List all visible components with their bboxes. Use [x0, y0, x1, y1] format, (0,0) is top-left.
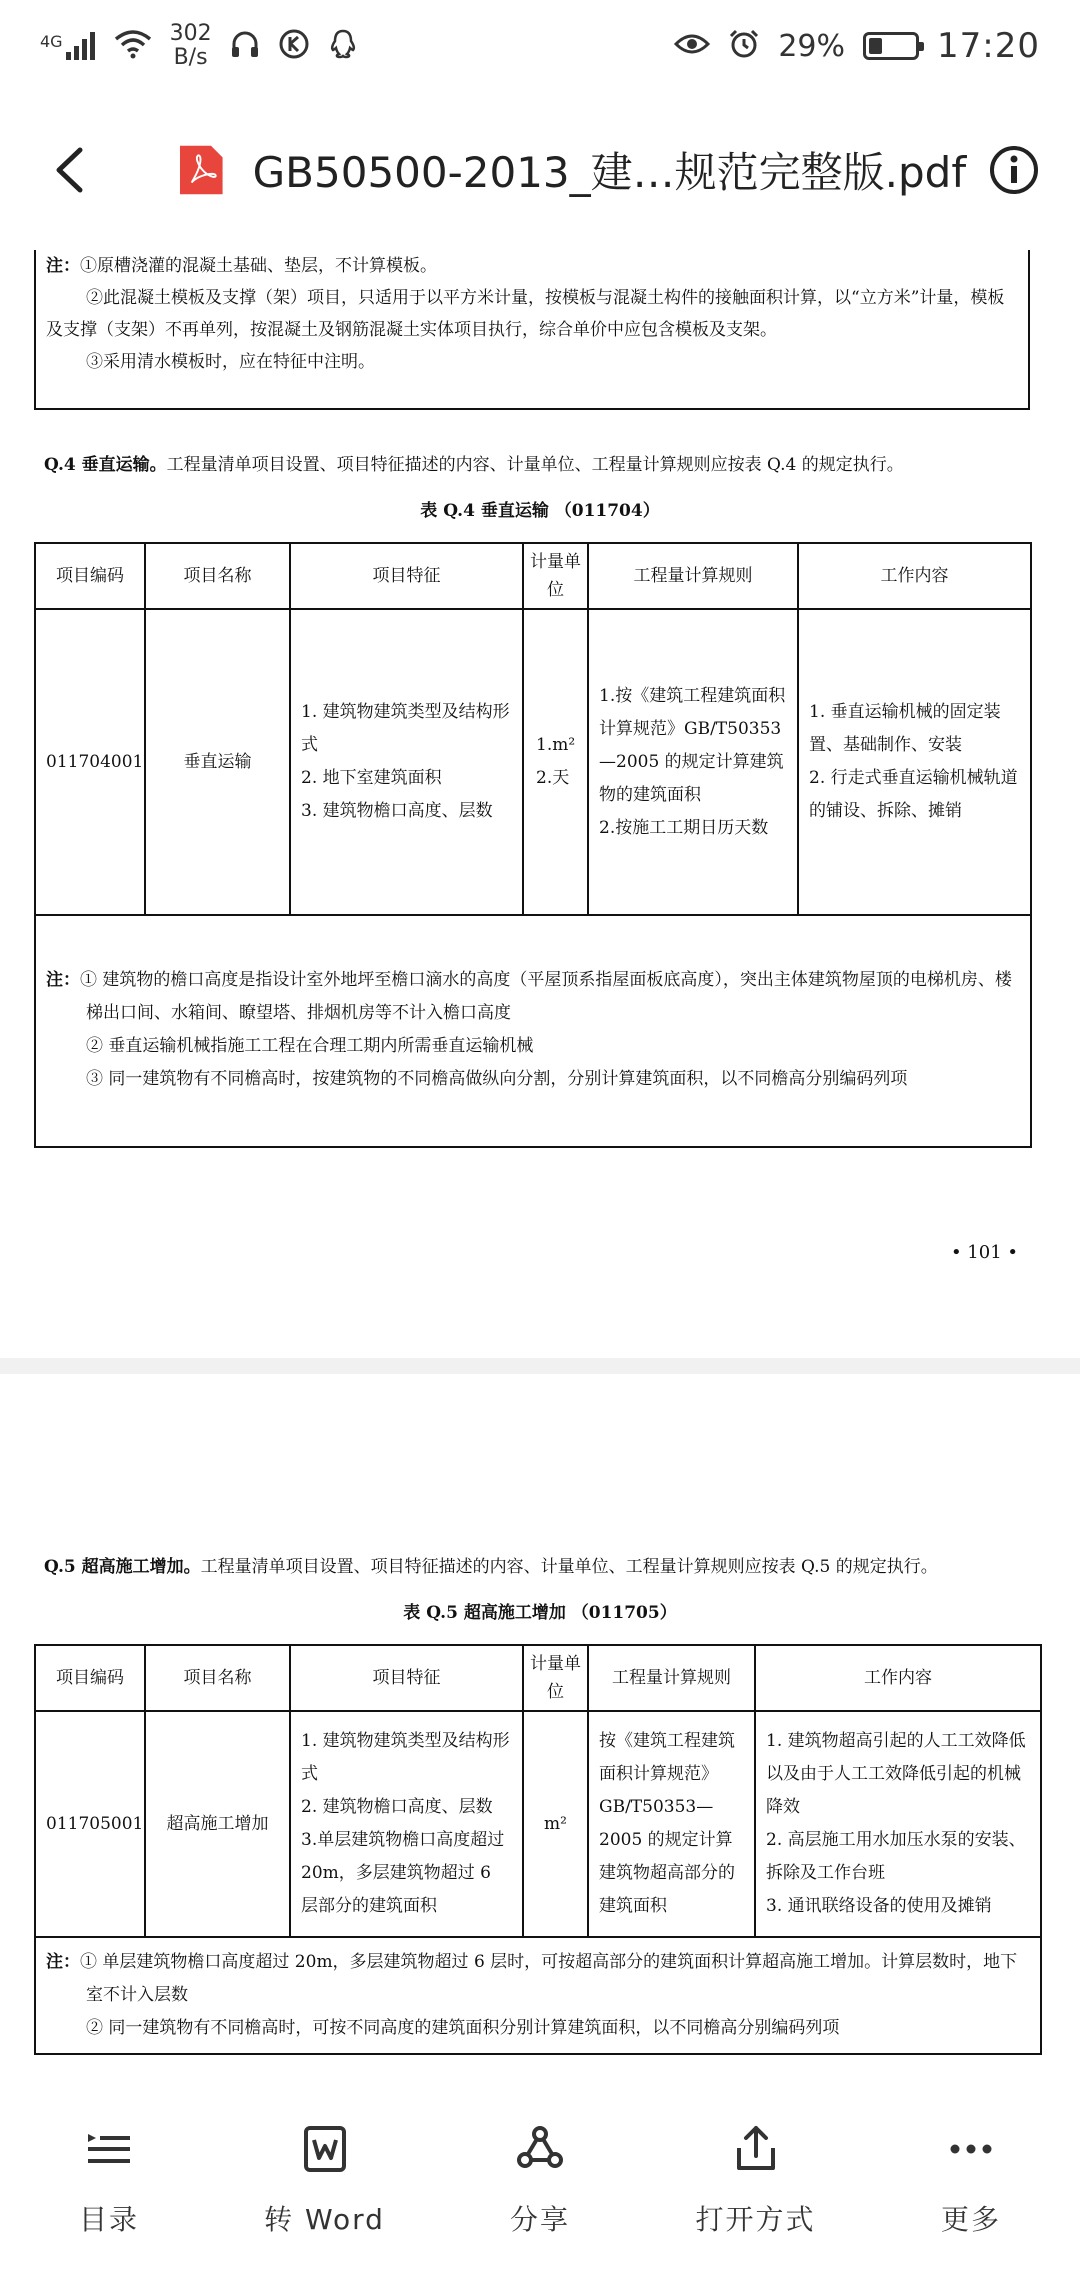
note-text: ① 建筑物的檐口高度是指设计室外地坪至檐口滴水的高度（平屋顶系指屋面板底高度），突出主体建筑物屋顶的电梯机房、楼梯出口间、水箱间、瞭望塔、排烟机房等不计入檐口高度 [80, 970, 1012, 1023]
table-q5 [34, 1644, 1042, 2055]
cell-units [523, 609, 588, 915]
cell-code: 011705001 [35, 1711, 145, 1937]
list-icon [84, 2124, 134, 2174]
note-label: 注： [46, 970, 80, 990]
header-cell: 项目编码 [35, 1645, 145, 1711]
network-type: 4G [40, 32, 63, 51]
wifi-icon [114, 29, 152, 63]
cell-work [798, 609, 1031, 915]
convert-word-label: 转 Word [264, 2203, 385, 2236]
open-with-label: 打开方式 [695, 2203, 816, 2236]
header-cell: 工作内容 [755, 1645, 1041, 1711]
toc-button[interactable] [34, 2110, 184, 2280]
more-label: 更多 [940, 2203, 1001, 2236]
header-cell: 计量单位 [523, 543, 588, 609]
more-icon [946, 2124, 996, 2174]
cell-name: 垂直运输 [145, 609, 290, 915]
chevron-left-icon [54, 147, 84, 193]
feature-item: 3. 建筑物檐口高度、层数 [301, 801, 493, 821]
feature-item: 1. 建筑物建筑类型及结构形式 [301, 702, 510, 755]
battery-percent: 29% [778, 28, 846, 64]
cell-work [755, 1711, 1041, 1937]
pdf-file-icon [180, 145, 223, 195]
file-title: GB50500-2013_建…规范完整版.pdf [252, 148, 967, 197]
info-button[interactable] [988, 144, 1040, 196]
pdf-viewer[interactable] [0, 250, 1080, 2090]
cell-rules [588, 609, 798, 915]
status-bar [0, 0, 1080, 92]
headphones-icon [230, 29, 260, 63]
table-header-row [35, 543, 1031, 609]
open-with-icon [731, 2124, 781, 2174]
pdf-page-101 [0, 250, 1080, 1358]
clock: 17:20 [937, 26, 1040, 66]
app-header [0, 120, 1080, 220]
table-row [35, 1711, 1041, 1937]
table-q5-title: 表 Q.5 超高施工增加 （011705） [403, 1603, 677, 1623]
table-q4 [34, 542, 1032, 1148]
header-cell: 项目特征 [290, 1645, 523, 1711]
section-q4-heading [44, 450, 904, 475]
note-line [46, 964, 1020, 1030]
table-header-row [35, 1645, 1041, 1711]
feature-item: 1. 建筑物建筑类型及结构形式 [301, 1731, 510, 1784]
cell-features [290, 1711, 523, 1937]
page-number: • 101 • [950, 1242, 1018, 1263]
header-cell: 项目名称 [145, 1645, 290, 1711]
info-icon [988, 144, 1040, 196]
rule-item: 1.按《建筑工程建筑面积计算规范》GB/T50353—2005 的规定计算建筑物的建筑面积 [599, 685, 786, 805]
battery-icon [863, 32, 919, 60]
work-item: 2. 行走式垂直运输机械轨道的铺设、拆除、摊销 [809, 768, 1018, 821]
rule-item: 2.按施工工期日历天数 [599, 817, 769, 838]
cell-code: 011704001 [35, 609, 145, 915]
qq-icon [328, 28, 358, 64]
header-cell: 项目名称 [145, 543, 290, 609]
table-notes [35, 1937, 1041, 2054]
note-line [46, 1946, 1030, 2012]
eye-comfort-icon [674, 31, 710, 61]
word-icon [300, 2124, 350, 2174]
back-button[interactable] [40, 140, 98, 200]
cell-features [290, 609, 523, 915]
note-text: ①原槽浇灌的混凝土基础、垫层，不计算模板。 [80, 256, 437, 276]
speed-unit: B/s [173, 45, 208, 70]
table-notes [35, 915, 1031, 1147]
cell-unit: m² [523, 1711, 588, 1937]
note-text: ① 单层建筑物檐口高度超过 20m，多层建筑物超过 6 层时，可按超高部分的建筑面积计算超高施工增加。计算层数时，地下室不计入层数 [80, 1952, 1018, 2005]
page-separator [0, 1358, 1080, 1374]
network-speed [170, 22, 212, 70]
alarm-icon [728, 28, 760, 64]
table-notes-row [35, 1937, 1041, 2054]
work-item: 2. 高层施工用水加压水泵的安装、拆除及工作台班 [766, 1830, 1026, 1883]
note-label: 注： [46, 256, 80, 276]
table-q4-title: 表 Q.4 垂直运输 （011704） [420, 501, 660, 521]
feature-item: 3.单层建筑物檐口高度超过 20m，多层建筑物超过 6 层部分的建筑面积 [301, 1830, 505, 1916]
share-button[interactable] [465, 2110, 615, 2280]
work-item: 1. 建筑物超高引起的人工工效降低以及由于人工工效降低引起的机械降效 [766, 1731, 1026, 1817]
status-right [674, 26, 1040, 66]
note-line: ③ 同一建筑物有不同檐高时，按建筑物的不同檐高做纵向分割，分别计算建筑面积，以不同檐高分别编码列项 [86, 1069, 908, 1089]
more-button[interactable] [896, 2110, 1046, 2280]
note-line: ③采用清水模板时，应在特征中注明。 [86, 352, 375, 372]
open-with-button[interactable] [681, 2110, 831, 2280]
header-cell: 项目编码 [35, 543, 145, 609]
note-line [46, 250, 1018, 282]
toc-label: 目录 [78, 2203, 139, 2236]
k-app-icon [278, 28, 310, 64]
unit-item: 2.天 [536, 768, 570, 788]
header-cell: 项目特征 [290, 543, 523, 609]
feature-item: 2. 建筑物檐口高度、层数 [301, 1797, 493, 1817]
section-q5-heading [44, 1552, 938, 1577]
note-label: 注： [46, 1952, 80, 1972]
header-cell: 计量单位 [523, 1645, 588, 1711]
cell-rules: 按《建筑工程建筑面积计算规范》GB/T50353—2005 的规定计算建筑物超高部分的建筑面积 [588, 1711, 755, 1937]
note-line: ② 垂直运输机械指施工工程在合理工期内所需垂直运输机械 [86, 1036, 534, 1056]
section-text: 工程量清单项目设置、项目特征描述的内容、计量单位、工程量计算规则应按表 Q.5 的规定执行。 [200, 1557, 938, 1577]
header-cell: 工程量计算规则 [588, 1645, 755, 1711]
note-line: ②此混凝土模板及支撑（架）项目，只适用于以平方米计量，按模板与混凝土构件的接触面积计算，以“立方米”计量，模板及支撑（支架）不再单列，按混凝土及钢筋混凝土实体项目执行，综合单价中应包含模板及支架。 [46, 288, 1005, 340]
pdf-page-102 [0, 1374, 1080, 2090]
previous-table-note [34, 250, 1030, 410]
feature-item: 2. 地下室建筑面积 [301, 768, 442, 788]
section-title: Q.5 超高施工增加。 [44, 1557, 201, 1577]
header-cell: 工作内容 [798, 543, 1031, 609]
status-left [40, 22, 358, 70]
section-text: 工程量清单项目设置、项目特征描述的内容、计量单位、工程量计算规则应按表 Q.4 的规定执行。 [166, 455, 904, 475]
table-notes-row [35, 915, 1031, 1147]
cell-name: 超高施工增加 [145, 1711, 290, 1937]
bottom-toolbar [0, 2110, 1080, 2280]
work-item: 1. 垂直运输机械的固定装置、基础制作、安装 [809, 702, 1001, 755]
work-item: 3. 通讯联络设备的使用及摊销 [766, 1896, 992, 1916]
convert-word-button[interactable] [250, 2110, 400, 2280]
signal-icon [40, 32, 96, 60]
speed-value: 302 [169, 21, 212, 46]
note-line: ② 同一建筑物有不同檐高时，可按不同高度的建筑面积分别计算建筑面积，以不同檐高分别编码列项 [86, 2018, 840, 2038]
share-label: 分享 [509, 2203, 570, 2236]
header-cell: 工程量计算规则 [588, 543, 798, 609]
section-title: Q.4 垂直运输。 [44, 455, 167, 475]
unit-item: 1.m² [536, 735, 576, 755]
battery-fill [869, 38, 882, 54]
table-row [35, 609, 1031, 915]
share-icon [515, 2124, 565, 2174]
